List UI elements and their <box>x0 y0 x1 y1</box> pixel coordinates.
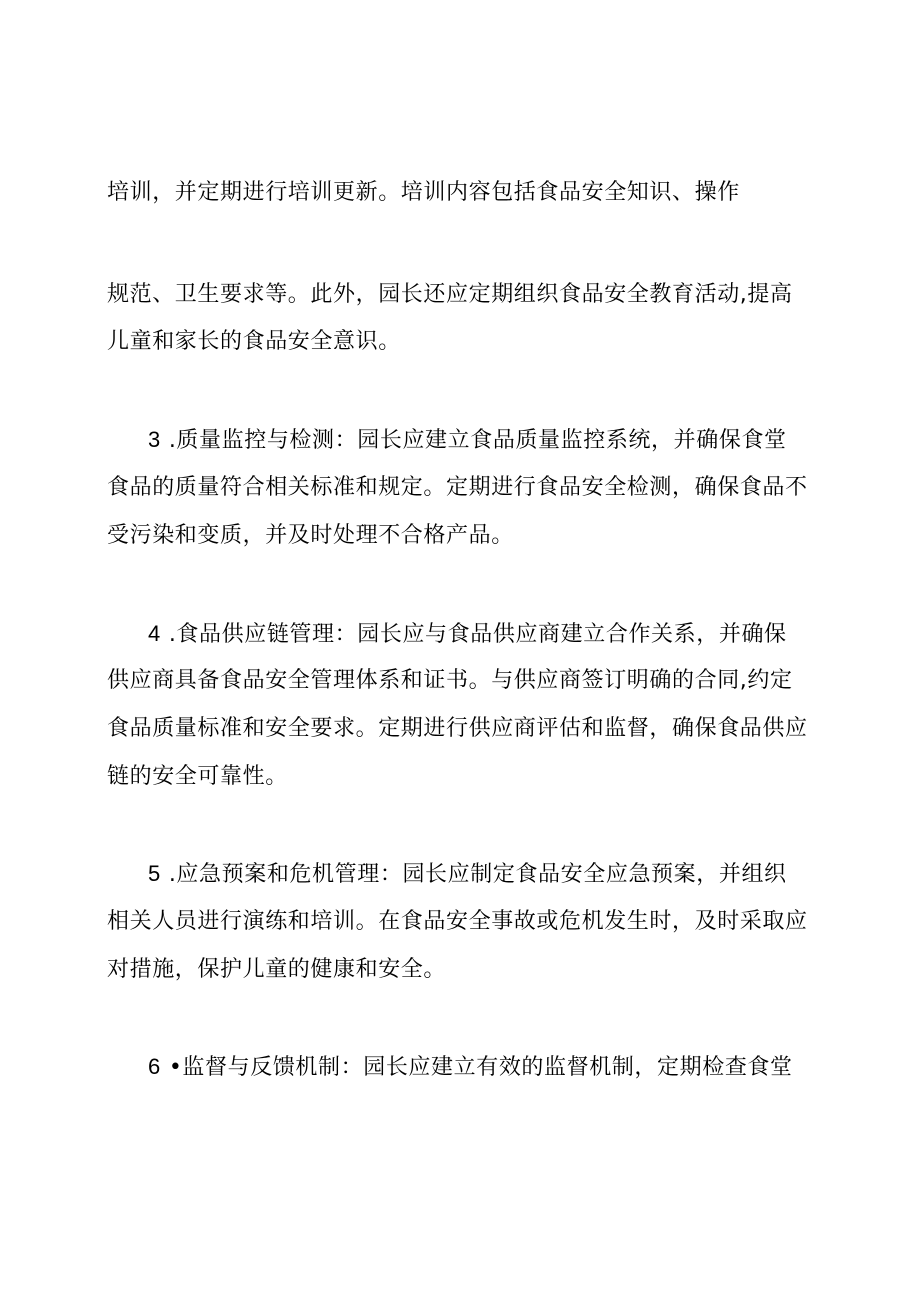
section-3-line-3: 受污染和变质，并及时处理不合格产品。 <box>107 523 514 548</box>
section-5-number: 5 <box>148 861 161 886</box>
section-4-line-4: 链的安全可靠性。 <box>107 764 288 789</box>
section-3-line-1 <box>148 425 787 456</box>
section-5-line-1 <box>148 859 787 890</box>
section-4-number: 4 <box>148 621 161 646</box>
intro-line-1: 培训，并定期进行培训更新。培训内容包括食品安全知识、操作 <box>107 180 740 205</box>
section-6-number: 6 <box>148 1054 161 1079</box>
section-3-heading-text: .质量监控与检测：园长应建立食品质量监控系统，并确保食堂 <box>168 428 787 453</box>
section-5-heading-text: .应急预案和危机管理：园长应制定食品安全应急预案，并组织 <box>168 862 787 887</box>
section-4-line-2: 供应商具备食品安全管理体系和证书。与供应商签订明确的合同,约定 <box>107 668 793 693</box>
section-3-line-2: 食品的质量符合相关标准和规定。定期进行食品安全检测，确保食品不 <box>107 475 808 500</box>
intro-line-3: 儿童和家长的食品安全意识。 <box>107 329 401 354</box>
section-5-line-2: 相关人员进行演练和培训。在食品安全事故或危机发生时，及时采取应 <box>107 909 808 934</box>
section-4-heading-text: .食品供应链管理：园长应与食品供应商建立合作关系，并确保 <box>168 622 787 647</box>
section-5-line-3: 对措施，保护儿童的健康和安全。 <box>107 957 447 982</box>
intro-line-2: 规范、卫生要求等。此外，园长还应定期组织食品安全教育活动,提高 <box>107 282 793 307</box>
section-6-heading-text: •监督与反馈机制：园长应建立有效的监督机制，定期检查食堂 <box>168 1055 793 1080</box>
section-6-line-1 <box>148 1052 793 1083</box>
section-4-line-1 <box>148 619 787 650</box>
section-3-number: 3 <box>148 427 161 452</box>
section-4-line-3: 食品质量标准和安全要求。定期进行供应商评估和监督，确保食品供应 <box>107 716 808 741</box>
